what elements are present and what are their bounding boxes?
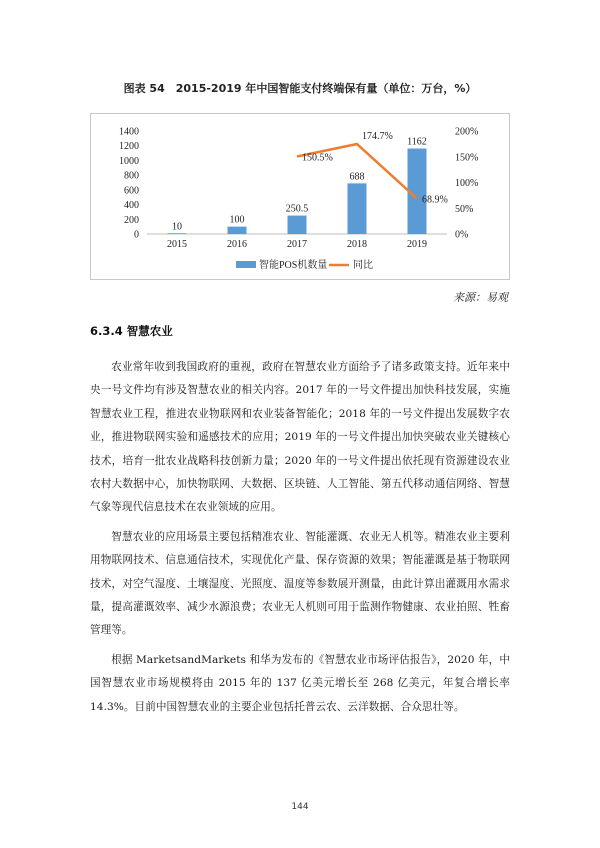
x-tick-label: 2017 xyxy=(287,239,307,250)
y-left-tick-label: 1400 xyxy=(119,126,139,138)
page-number: 144 xyxy=(291,802,309,812)
y-right-tick-label: 0% xyxy=(455,229,469,241)
legend-label: 智能POS机数量 xyxy=(259,260,328,271)
bar xyxy=(168,233,187,234)
y-left-tick-label: 1200 xyxy=(119,141,139,153)
x-tick-label: 2015 xyxy=(167,239,187,250)
x-tick-label: 2016 xyxy=(227,239,247,250)
y-right-tick-label: 50% xyxy=(455,203,474,215)
figure-caption: 图表 54 2015-2019 年中国智能支付终端保有量（单位：万台，%） xyxy=(123,82,477,95)
line-data-label: 150.5% xyxy=(302,152,333,164)
bar-data-label: 688 xyxy=(349,171,365,183)
bar xyxy=(228,227,247,234)
y-right-tick-label: 200% xyxy=(455,126,479,138)
bar xyxy=(348,183,367,234)
paragraph: 智慧农业的应用场景主要包括精准农业、智能灌溉、农业无人机等。精准农业主要利用物联网技术、信息通信技术，实现优化产量、保存资源的效果；智能灌溉是基于物联网技术，对空气湿度、土壤湿度、光照度、温度等参数展开测量，由此计算出灌溉用水需求量，提高灌溉效率、减少水源浪费；农业无人机则可用于监测作物健康、农业拍照、牲畜管理等。 xyxy=(90,530,510,637)
x-tick-label: 2018 xyxy=(347,239,367,250)
y-left-tick-label: 600 xyxy=(124,185,139,197)
section-body xyxy=(90,356,510,725)
x-tick-label: 2019 xyxy=(407,239,427,250)
legend-label: 同比 xyxy=(353,260,373,271)
paragraph: 根据 MarketsandMarkets 和华为发布的《智慧农业市场评估报告》，2020 年，中国智慧农业市场规模将由 2015 年的 137 亿美元增长至 268 亿美元，年复合增长率 14.3%。目前中国智慧农业的主要企业包括托普云农、云洋数据、合众思壮等。 xyxy=(90,653,510,713)
bar-data-label: 1162 xyxy=(407,136,427,148)
y-right-tick-label: 100% xyxy=(455,178,479,189)
legend-swatch-bar xyxy=(236,261,256,268)
y-right-tick-label: 150% xyxy=(455,152,479,164)
y-left-tick-label: 800 xyxy=(124,170,139,182)
section-heading: 6.3.4 智慧农业 xyxy=(90,324,173,338)
y-left-tick-label: 0 xyxy=(134,229,139,241)
chart-container xyxy=(90,113,510,280)
pos-terminal-chart xyxy=(91,114,509,279)
line-data-label: 174.7% xyxy=(362,131,393,143)
bar-data-label: 100 xyxy=(229,214,245,226)
bar-data-label: 10 xyxy=(172,221,182,233)
line-data-label: 68.9% xyxy=(422,194,448,206)
bar-data-label: 250.5 xyxy=(285,203,309,215)
paragraph: 农业常年收到我国政府的重视，政府在智慧农业方面给予了诸多政策支持。近年来中央一号文件均有涉及智慧农业的相关内容。2017 年的一号文件提出加快科技发展，实施智慧农业工程，推进农业物联网和农业装备智能化；2018 年的一号文件提出发展数字农业，推进物联网实验和遥感技术的应用；2019 年的一号文件提出加快突破农业关键核心技术，培育一批农业战略科技创新力量；2020 年的一号文件提出依托现有资源建设农业农村大数据中心，加快物联网、大数据、区块链、人工智能、第五代移动通信网络、智慧气象等现代信息技术在农业领域的应用。 xyxy=(90,361,510,514)
y-left-tick-label: 200 xyxy=(124,214,139,226)
figure-source: 来源：易观 xyxy=(453,291,508,304)
y-left-tick-label: 1000 xyxy=(119,155,139,167)
bar xyxy=(288,216,307,234)
y-left-tick-label: 400 xyxy=(124,200,139,212)
